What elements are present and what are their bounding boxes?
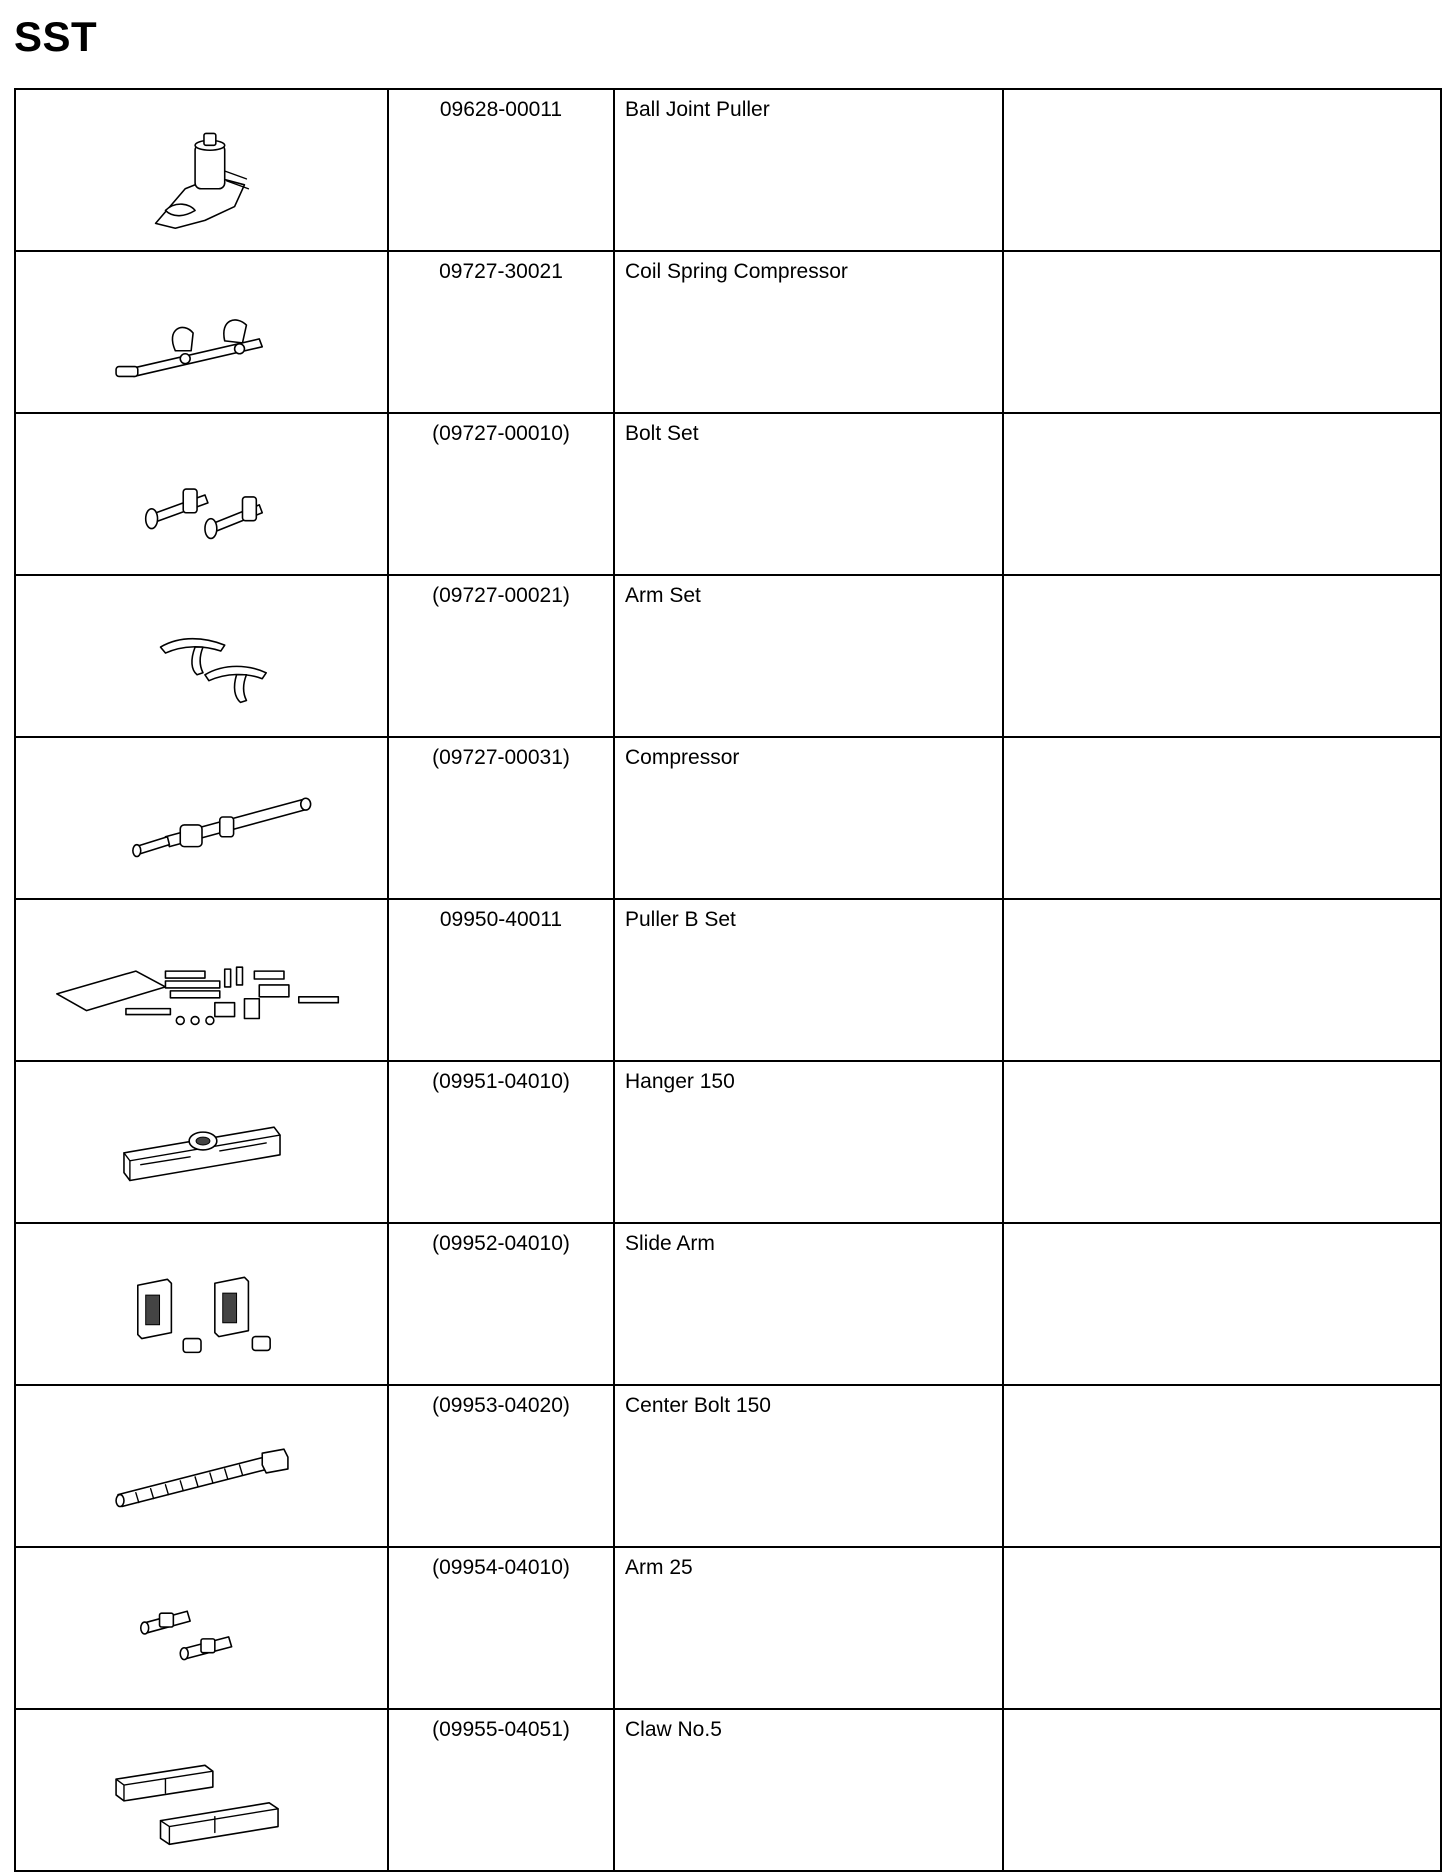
tool-name-cell <box>614 1385 1003 1547</box>
notes-cell <box>1003 1547 1441 1709</box>
part-number: (09727-00021) <box>432 584 570 607</box>
table-row <box>15 251 1441 413</box>
notes-cell <box>1003 737 1441 899</box>
part-number: (09955-04051) <box>432 1718 570 1741</box>
table-row <box>15 1709 1441 1871</box>
table-row <box>15 899 1441 1061</box>
part-number: (09952-04010) <box>432 1232 570 1255</box>
tool-name-cell <box>614 89 1003 251</box>
table-row <box>15 89 1441 251</box>
tool-name: Center Bolt 150 <box>625 1394 771 1417</box>
center-bolt-icon <box>16 1386 387 1546</box>
slide-arm-icon <box>16 1224 387 1384</box>
tool-image-cell <box>15 1385 388 1547</box>
page-title: SST <box>14 13 98 60</box>
notes-cell <box>1003 1385 1441 1547</box>
part-number-cell <box>388 251 614 413</box>
tool-name: Bolt Set <box>625 422 699 445</box>
tool-name-cell <box>614 1223 1003 1385</box>
coil-spring-compressor-icon <box>16 252 387 412</box>
table-row <box>15 575 1441 737</box>
notes-cell <box>1003 575 1441 737</box>
arm-25-icon <box>16 1548 387 1708</box>
part-number: (09954-04010) <box>432 1556 570 1579</box>
tool-name-cell <box>614 251 1003 413</box>
part-number-cell <box>388 1709 614 1871</box>
compressor-icon <box>16 738 387 898</box>
notes-cell <box>1003 89 1441 251</box>
puller-b-set-icon <box>16 900 387 1060</box>
table-row <box>15 1061 1441 1223</box>
part-number-cell <box>388 89 614 251</box>
part-number: (09953-04020) <box>432 1394 570 1417</box>
table-row <box>15 1223 1441 1385</box>
part-number-cell <box>388 1385 614 1547</box>
table-row <box>15 413 1441 575</box>
tool-name: Puller B Set <box>625 908 736 931</box>
tool-name-cell <box>614 413 1003 575</box>
ball-joint-puller-icon <box>16 90 387 250</box>
tool-image-cell <box>15 1223 388 1385</box>
tool-name-cell <box>614 1709 1003 1871</box>
tool-name-cell <box>614 899 1003 1061</box>
part-number: 09727-30021 <box>439 260 563 283</box>
part-number: 09628-00011 <box>439 98 563 121</box>
bolt-set-icon <box>16 414 387 574</box>
tool-name: Claw No.5 <box>625 1718 722 1741</box>
part-number-cell <box>388 575 614 737</box>
notes-cell <box>1003 1061 1441 1223</box>
tool-image-cell <box>15 575 388 737</box>
part-number-cell <box>388 1061 614 1223</box>
tool-name: Ball Joint Puller <box>625 98 770 121</box>
tool-name-cell <box>614 1061 1003 1223</box>
part-number-cell <box>388 737 614 899</box>
part-number-cell <box>388 899 614 1061</box>
tool-name: Arm 25 <box>625 1556 693 1579</box>
tool-image-cell <box>15 89 388 251</box>
tool-image-cell <box>15 251 388 413</box>
part-number-cell <box>388 1547 614 1709</box>
table-row <box>15 1547 1441 1709</box>
hanger-icon <box>16 1062 387 1222</box>
tool-name: Hanger 150 <box>625 1070 735 1093</box>
tool-image-cell <box>15 899 388 1061</box>
arm-set-icon <box>16 576 387 736</box>
tool-name-cell <box>614 575 1003 737</box>
sst-table <box>14 88 1442 1872</box>
claw-icon <box>16 1710 387 1870</box>
part-number: (09727-00010) <box>432 422 570 445</box>
table-row <box>15 737 1441 899</box>
table-row <box>15 1385 1441 1547</box>
notes-cell <box>1003 1223 1441 1385</box>
tool-image-cell <box>15 1709 388 1871</box>
tool-name-cell <box>614 737 1003 899</box>
part-number-cell <box>388 413 614 575</box>
part-number: 09950-40011 <box>439 908 563 931</box>
notes-cell <box>1003 251 1441 413</box>
notes-cell <box>1003 413 1441 575</box>
part-number-cell <box>388 1223 614 1385</box>
tool-name: Coil Spring Compressor <box>625 260 848 283</box>
part-number: (09951-04010) <box>432 1070 570 1093</box>
tool-name: Arm Set <box>625 584 701 607</box>
notes-cell <box>1003 899 1441 1061</box>
tool-image-cell <box>15 1547 388 1709</box>
tool-name: Compressor <box>625 746 740 769</box>
notes-cell <box>1003 1709 1441 1871</box>
tool-image-cell <box>15 737 388 899</box>
tool-image-cell <box>15 413 388 575</box>
tool-image-cell <box>15 1061 388 1223</box>
tool-name-cell <box>614 1547 1003 1709</box>
part-number: (09727-00031) <box>432 746 570 769</box>
tool-name: Slide Arm <box>625 1232 715 1255</box>
